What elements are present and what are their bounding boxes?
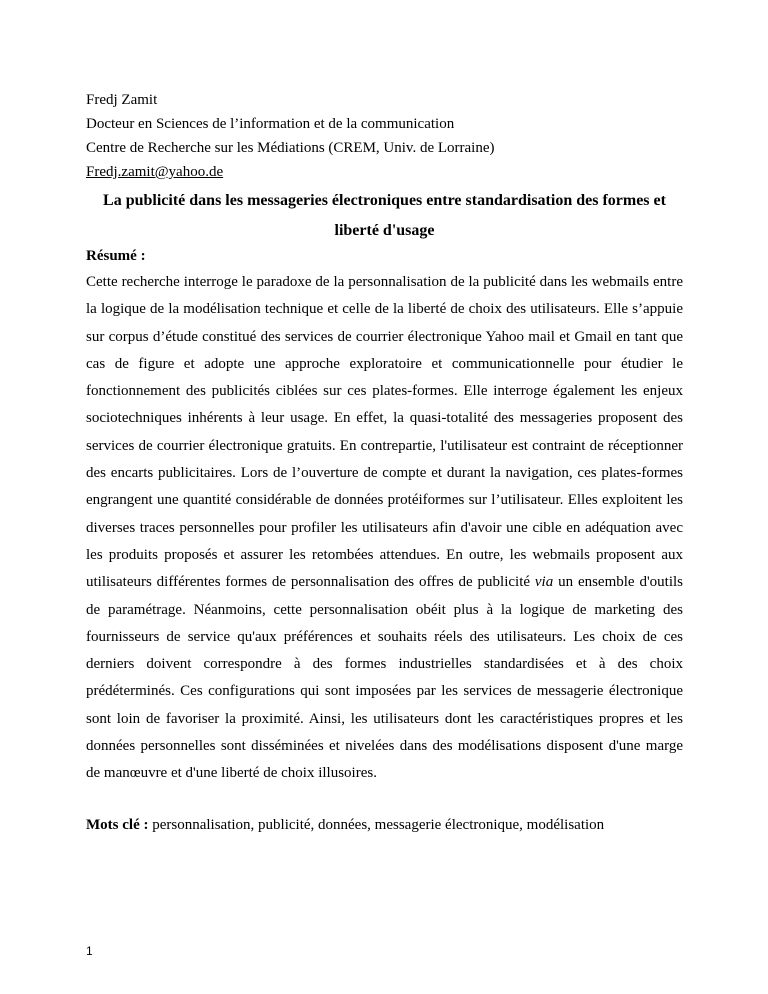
author-affiliation: Centre de Recherche sur les Médiations (CREM, Univ. de Lorraine) <box>86 140 495 156</box>
abstract-via-italic: via <box>534 574 554 591</box>
abstract-text-part-1: Cette recherche interroge le paradoxe de la personnalisation de la publicité dans les webmails entre la logique de la modélisation technique et celle de la liberté de choix des utilisateurs. Elle s’appuie sur corpus d’étude constitué des services de courrier électronique Yahoo mail et Gmail en tant que cas de figure et adopte une approche exploratoire et communicationnelle pour étudier le fonctionnement des publicités ciblées sur ces plates-formes. Elle interroge également les enjeux sociotechniques inhérents à leur usage. En effet, la quasi-totalité des messageries proposent des services de courrier électronique gratuits. En contrepartie, l'utilisateur est contraint de réceptionner des encarts publicitaires. Lors de l’ouverture de compte et durant la navigation, ces plates-formes engrangent une quantité considérable de données protéiformes sur l’utilisateur. Elles exploitent les diverses traces personnelles pour profiler les utilisateurs afin d'avoir une cible en adéquation avec les produits proposés et assurer les retombées attendues. En outre, les webmails proposent aux utilisateurs différentes formes de personnalisation des offres de publicité <box>86 274 683 591</box>
author-degree: Docteur en Sciences de l’information et de la communication <box>86 116 455 132</box>
abstract-text-part-2: un ensemble d'outils de paramétrage. Néanmoins, cette personnalisation obéit plus à la logique de marketing des fournisseurs de service qu'aux préférences et souhaits réels des utilisateurs. Les choix de ces derniers doivent correspondre à des formes industrielles standardisées et à des choix prédéterminés. Ces configurations qui sont imposées par les services de messagerie électronique sont loin de favoriser la proximité. Ainsi, les utilisateurs dont les caractéristiques propres et les données personnelles sont disséminées et nivelées dans des modélisations disposent d'une marge de manœuvre et d'une liberté de choix illusoires. <box>86 574 683 782</box>
author-name: Fredj Zamit <box>86 92 158 108</box>
keywords-line <box>86 813 706 837</box>
keywords-label: Mots clé : <box>86 817 149 833</box>
author-block <box>86 88 686 184</box>
abstract-body <box>86 269 683 788</box>
author-email-link[interactable]: Fredj.zamit@yahoo.de <box>86 164 224 180</box>
abstract-heading: Résumé : <box>86 248 146 264</box>
keywords-text: personnalisation, publicité, données, messagerie électronique, modélisation <box>152 817 605 833</box>
paper-title: La publicité dans les messageries électroniques entre standardisation des formes et liberté d'usage <box>103 192 666 239</box>
page-number: 1 <box>86 944 93 958</box>
